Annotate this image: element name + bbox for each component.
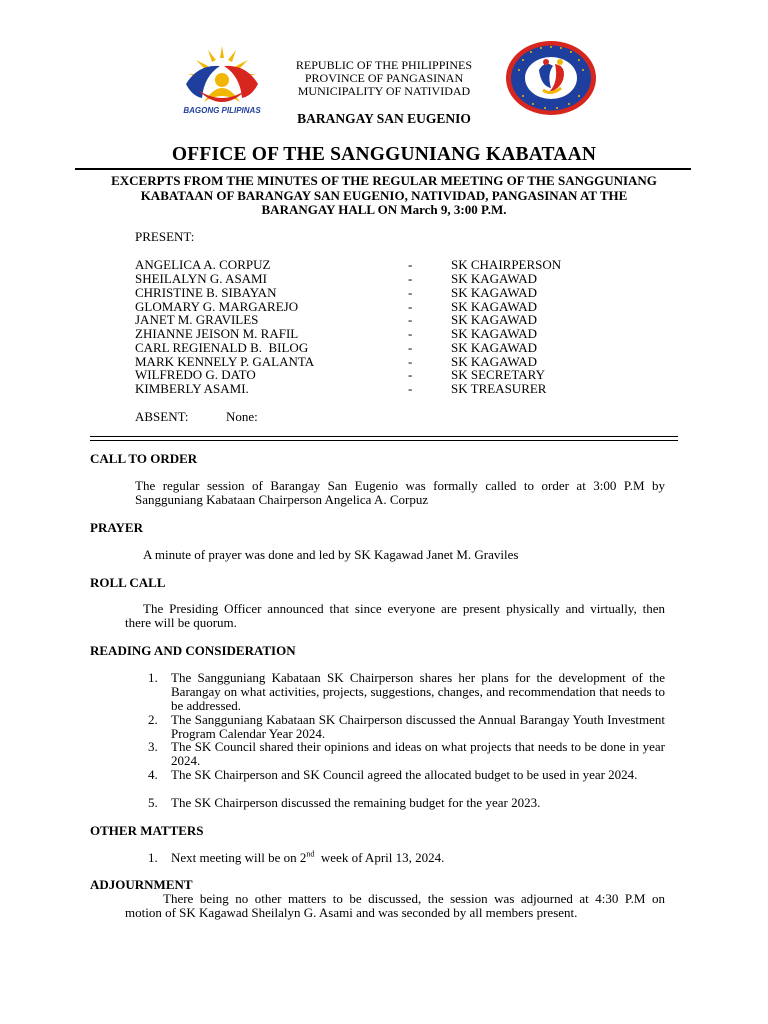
list-number: 1. (148, 850, 158, 865)
member-name: CARL REGIENALD B. BILOG (135, 339, 309, 355)
list-number: 5. (148, 795, 158, 810)
call-to-order-line-2: Sangguniang Kabataan Chairperson Angelica A. Corpuz (135, 492, 429, 507)
list-text: The SK Chairperson discussed the remaining budget for the year 2023. (171, 795, 541, 810)
section-reading-consideration: READING AND CONSIDERATION (90, 643, 296, 658)
member-name: SHEILALYN G. ASAMI (135, 271, 267, 286)
member-dash: - (408, 284, 413, 300)
excerpt-line-2: KABATAAN OF BARANGAY SAN EUGENIO, NATIVIDAD, PANGASINAN AT THE (140, 187, 628, 203)
absent-value: None: (226, 409, 258, 424)
member-name: WILFREDO G. DATO (135, 367, 256, 382)
attendance-row (135, 341, 695, 355)
title-rule (75, 168, 691, 170)
member-position: SK KAGAWAD (451, 271, 537, 286)
list-number: 2. (148, 712, 158, 727)
double-rule-bottom (90, 440, 678, 441)
excerpt-line-1: EXCERPTS FROM THE MINUTES OF THE REGULAR MEETING OF THE SANGGUNIANG (111, 173, 657, 188)
member-dash: - (408, 271, 413, 286)
next-meeting-after: week of April 13, 2024. (314, 850, 445, 865)
member-name: MARK KENNELY P. GALANTA (135, 353, 315, 369)
member-dash: - (408, 353, 413, 369)
member-name: ANGELICA A. CORPUZ (135, 257, 271, 272)
attendance-row (135, 368, 695, 382)
section-adjournment: ADJOURNMENT (90, 877, 193, 892)
section-other-matters: OTHER MATTERS (90, 823, 204, 838)
republic-line: REPUBLIC OF THE PHILIPPINES (295, 58, 473, 72)
member-dash: - (408, 367, 413, 382)
excerpt-line-3: BARANGAY HALL ON March 9, 3:00 P.M. (261, 202, 507, 217)
attendance-row (135, 286, 695, 300)
member-name: GLOMARY G. MARGAREJO (135, 298, 299, 314)
attendance-row (135, 272, 695, 286)
double-rule-top (90, 436, 678, 437)
absent-label: ABSENT: (135, 409, 189, 424)
member-dash: - (408, 326, 413, 341)
member-dash: - (408, 257, 413, 272)
list-text: The SK Council shared their opinions and ideas on what projects that needs to be done in year 2024. (171, 739, 665, 768)
attendance-row (135, 313, 695, 327)
next-meeting-before: Next meeting will be on 2 (171, 850, 307, 865)
list-number: 3. (148, 739, 158, 754)
ordinal-suffix: nd (306, 849, 315, 859)
member-dash: - (408, 298, 413, 314)
attendance-row (135, 327, 695, 341)
present-label: PRESENT: (135, 229, 195, 244)
list-text: The SK Chairperson and SK Council agreed the allocated budget to be used in year 2024. (171, 767, 638, 782)
bagong-pilipinas-label: BAGONG PILIPINAS (183, 106, 261, 115)
section-call-to-order: CALL TO ORDER (90, 451, 198, 466)
member-position: SK SECRETARY (451, 367, 545, 382)
list-number: 4. (148, 767, 158, 782)
section-prayer: PRAYER (90, 520, 143, 535)
roll-call-line-2: there will be quorum. (125, 615, 237, 630)
prayer-text: A minute of prayer was done and led by SK Kagawad Janet M. Graviles (143, 547, 519, 562)
list-text: The Sangguniang Kabataan SK Chairperson shares her plans for the development of the Barangay on what activities, projects, suggestions, changes, and recommendation that needs to be addressed. (171, 670, 665, 713)
member-dash: - (408, 339, 413, 355)
municipality-line: MUNICIPALITY OF NATIVIDAD (297, 84, 471, 98)
member-position: SK KAGAWAD (451, 353, 537, 369)
member-dash: - (408, 312, 413, 327)
list-number: 1. (148, 670, 158, 685)
adjournment-line-1: There being no other matters to be discussed, the session was adjourned at 4:30 P.M on (163, 891, 665, 906)
roll-call-line-1: The Presiding Officer announced that since everyone are present physically and virtually, then (143, 601, 665, 616)
member-name: CHRISTINE B. SIBAYAN (135, 284, 277, 300)
member-dash: - (408, 381, 413, 396)
province-line: PROVINCE OF PANGASINAN (304, 71, 464, 85)
member-position: SK KAGAWAD (451, 284, 537, 300)
member-position: SK TREASURER (451, 381, 547, 396)
member-name: JANET M. GRAVILES (135, 312, 259, 327)
call-to-order-line-1: The regular session of Barangay San Eugenio was formally called to order at 3:00 P.M by (135, 478, 665, 493)
member-position: SK KAGAWAD (451, 339, 537, 355)
member-name: ZHIANNE JEISON M. RAFIL (135, 326, 299, 341)
list-text: The Sangguniang Kabataan SK Chairperson discussed the Annual Barangay Youth Investment Program Calendar Year 2024. (171, 712, 665, 741)
barangay-name: BARANGAY SAN EUGENIO (297, 111, 471, 126)
attendance-row (135, 258, 695, 272)
member-position: SK KAGAWAD (451, 312, 537, 327)
adjournment-line-2: motion of SK Kagawad Sheilalyn G. Asami and was seconded by all members present. (125, 905, 578, 920)
member-position: SK CHAIRPERSON (451, 257, 562, 272)
attendance-row (135, 382, 695, 396)
member-position: SK KAGAWAD (451, 326, 537, 341)
section-roll-call: ROLL CALL (90, 575, 166, 590)
next-meeting-text (171, 851, 665, 865)
member-name: KIMBERLY ASAMI. (135, 381, 249, 396)
member-position: SK KAGAWAD (451, 298, 537, 314)
office-title: OFFICE OF THE SANGGUNIANG KABATAAN (171, 144, 597, 165)
